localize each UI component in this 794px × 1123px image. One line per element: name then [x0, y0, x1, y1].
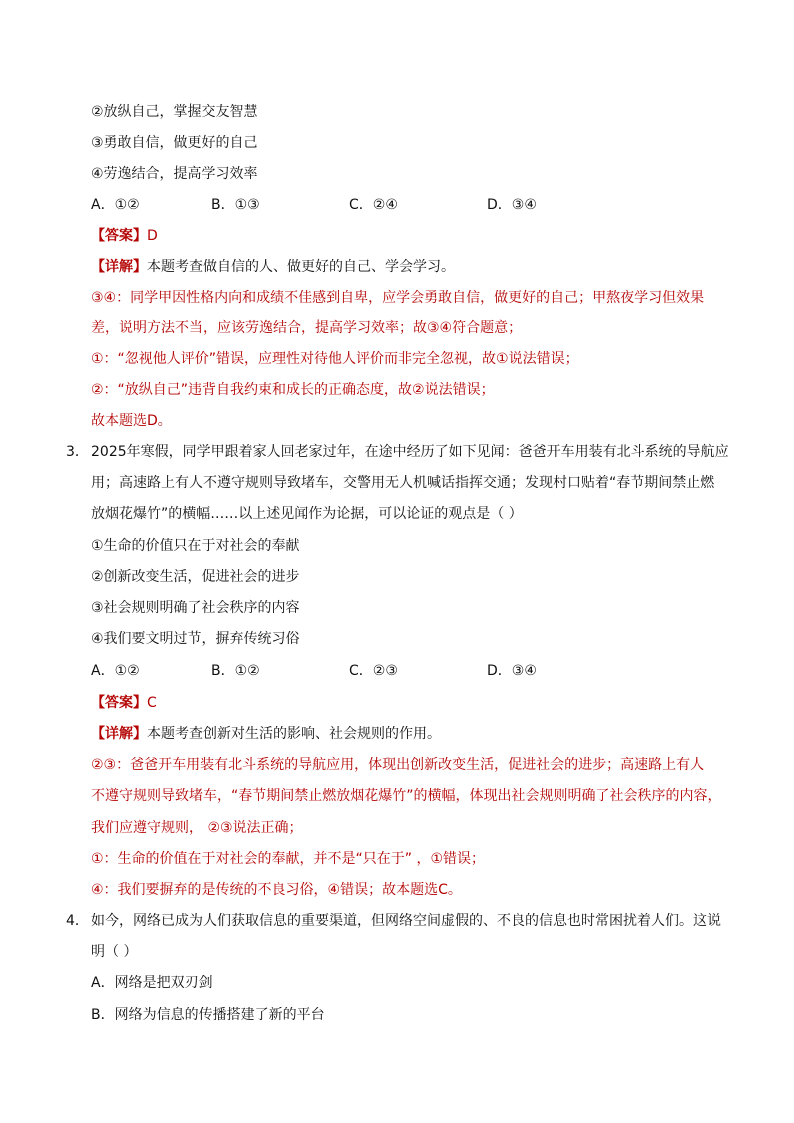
q2-options [91, 195, 651, 215]
q2-option-c: C．②④ [349, 197, 398, 213]
q3-statement-1: ①生命的价值只在于对社会的奉献 [91, 538, 300, 554]
q3-statement-2: ②创新改变生活，促进社会的进步 [91, 569, 300, 585]
q2-analysis-line-4: ②：“放纵自己”违背自我约束和成长的正确态度，故②说法错误； [91, 382, 495, 398]
q3-answer [91, 693, 157, 713]
q4-option-b: B．网络为信息的传播搭建了新的平台 [91, 1007, 325, 1023]
q2-detail [91, 257, 455, 277]
detail-intro: 本题考查创新对生活的影响、社会规则的作用。 [147, 726, 441, 742]
statement-2: ②放纵自己，掌握交友智慧 [91, 104, 258, 120]
q2-option-d: D．③④ [487, 197, 537, 213]
q2-analysis-line-2: 差，说明方法不当，应该劳逸结合，提高学习效率；故③④符合题意； [91, 320, 523, 336]
q3-stem-line-2: 用；高速路上有人不遵守规则导致堵车，交警用无人机喊话指挥交通；发现村口贴着“春节期间禁止燃 [91, 475, 715, 491]
answer-value: C [147, 695, 157, 711]
q3-analysis-line-4: ①：生命的价值在于对社会的奉献，并不是“只在于” ，①错误； [91, 851, 486, 867]
q3-detail [91, 724, 441, 744]
answer-tag: 【答案】 [91, 695, 147, 711]
detail-tag: 【详解】 [91, 259, 147, 275]
q3-stem-line-3: 放烟花爆竹”的横幅……以上述见闻作为论据，可以论证的观点是（ ） [91, 506, 523, 522]
q2-conclusion: 故本题选D。 [91, 413, 172, 429]
q2-analysis-line-3: ①：“忽视他人评价”错误，应理性对待他人评价而非完全忽视，故①说法错误； [91, 351, 579, 367]
q3-analysis-line-3: 我们应遵守规则， ②③说法正确； [91, 820, 303, 836]
q3-analysis-line-5: ④：我们要摒弃的是传统的不良习俗，④错误；故本题选C。 [91, 882, 462, 898]
q3-analysis-line-2: 不遵守规则导致堵车，“春节期间禁止燃放烟花爆竹”的横幅，体现出社会规则明确了社会秩序的内容， [91, 788, 722, 804]
q4-number: 4． [66, 913, 89, 929]
q2-option-a: A．①② [91, 197, 140, 213]
q3-option-b: B．①② [211, 663, 260, 679]
q3-stem-line-1: 2025年寒假，同学甲跟着家人回老家过年，在途中经历了如下见闻：爸爸开车用装有北斗系统的导航应 [91, 444, 729, 460]
q3-analysis-line-1: ②③：爸爸开车用装有北斗系统的导航应用，体现出创新改变生活，促进社会的进步；高速路上有人 [91, 757, 705, 773]
q4-stem-line-2: 明（ ） [91, 944, 138, 960]
q3-options [91, 661, 651, 681]
q2-analysis-line-1: ③④：同学甲因性格内向和成绩不佳感到自卑，应学会勇敢自信，做更好的自己；甲熬夜学习但效果 [91, 290, 705, 306]
detail-tag: 【详解】 [91, 726, 147, 742]
q4-stem-line-1: 如今，网络已成为人们获取信息的重要渠道，但网络空间虚假的、不良的信息也时常困扰着人们。这说 [91, 913, 721, 929]
q3-option-a: A．①② [91, 663, 140, 679]
q3-statement-4: ④我们要文明过节，摒弃传统习俗 [91, 631, 300, 647]
answer-tag: 【答案】 [91, 228, 147, 244]
q2-answer [91, 226, 158, 246]
q3-statement-3: ③社会规则明确了社会秩序的内容 [91, 600, 300, 616]
q3-number: 3． [66, 444, 89, 460]
q3-option-c: C．②③ [349, 663, 398, 679]
q4-option-a: A．网络是把双刃剑 [91, 975, 213, 991]
q2-option-b: B．①③ [211, 197, 260, 213]
answer-value: D [147, 228, 158, 244]
q3-option-d: D．③④ [487, 663, 537, 679]
statement-4: ④劳逸结合，提高学习效率 [91, 166, 258, 182]
detail-intro: 本题考查做自信的人、做更好的自己、学会学习。 [147, 259, 455, 275]
statement-3: ③勇敢自信，做更好的自己 [91, 135, 258, 151]
